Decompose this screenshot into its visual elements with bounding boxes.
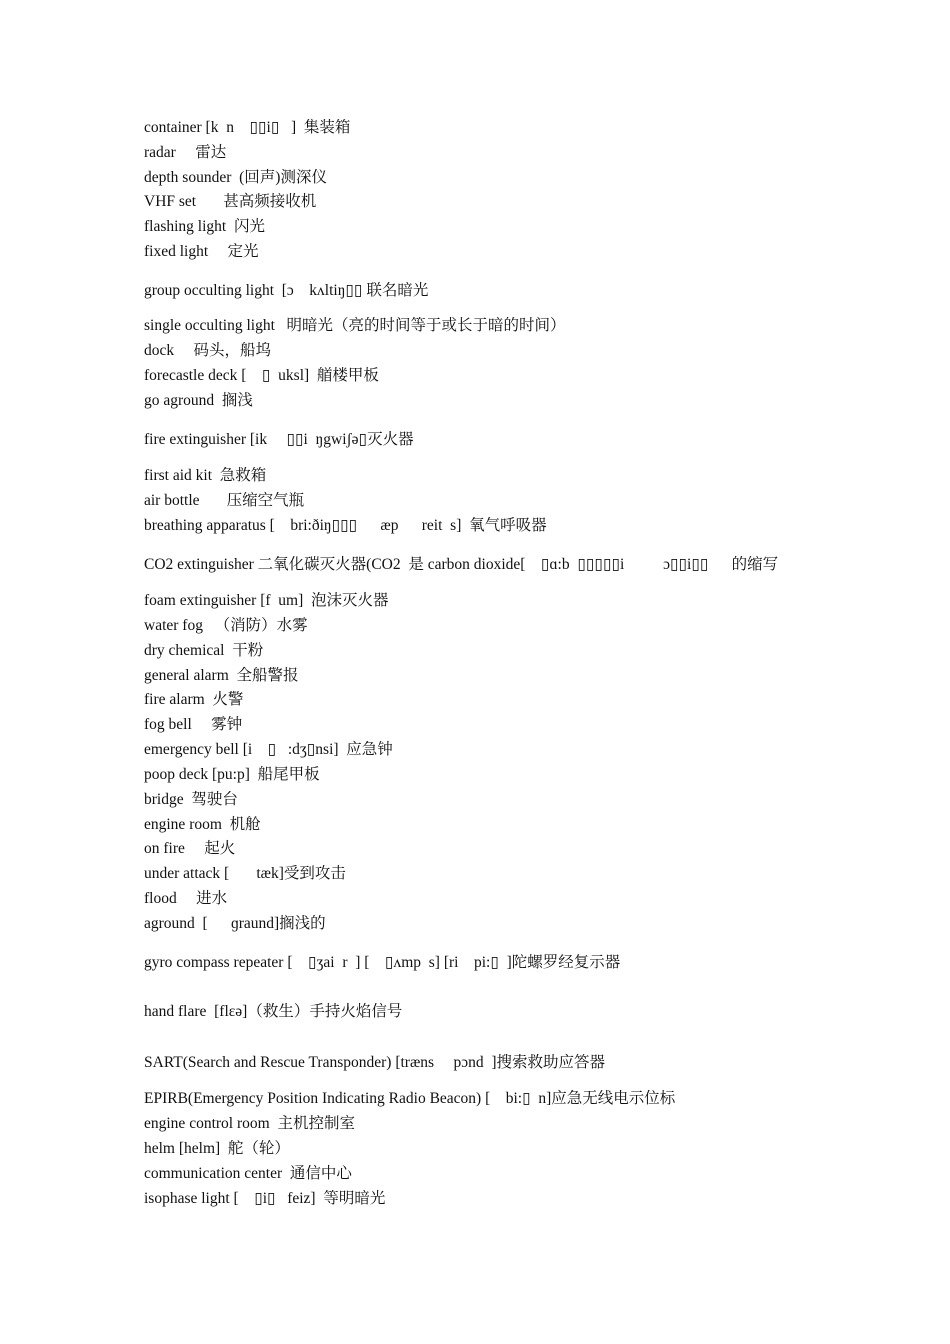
vocab-line-flood: flood 进水 (144, 890, 228, 907)
vocab-line-radar: radar 雷达 (144, 144, 227, 161)
vocab-line-water-fog: water fog （消防）水雾 (144, 617, 308, 634)
vocab-line-general-alarm: general alarm 全船警报 (144, 667, 299, 684)
vocab-line-group-occulting: group occulting light [ɔ kʌltiŋ▯▯ 联名暗光 (144, 282, 429, 299)
vocab-line-engine-room: engine room 机舱 (144, 816, 261, 833)
vocab-line-helm: helm [helm] 舵（轮） (144, 1140, 290, 1157)
vocab-line-go-aground: go aground 搁浅 (144, 392, 253, 409)
vocab-line-gyro-compass-repeater: gyro compass repeater [ ▯ʒai r ] [ ▯ʌmp s] [ri pi:▯ ]陀螺罗经复示器 (144, 954, 621, 971)
vocab-line-air-bottle: air bottle 压缩空气瓶 (144, 492, 305, 509)
vocab-line-under-attack: under attack [ tæk]受到攻击 (144, 865, 346, 882)
vocab-line-sart: SART(Search and Rescue Transponder) [træns pɔnd ]搜索救助应答器 (144, 1054, 605, 1071)
vocab-line-forecastle-deck: forecastle deck [ ▯ uksl] 艏楼甲板 (144, 367, 379, 384)
vocab-line-isophase-light: isophase light [ ▯i▯ feiz] 等明暗光 (144, 1190, 386, 1207)
vocab-line-vhf-set: VHF set 甚高频接收机 (144, 193, 317, 210)
vocab-line-single-occulting: single occulting light 明暗光（亮的时间等于或长于暗的时间） (144, 317, 566, 334)
vocab-line-aground: aground [ ɡraund]搁浅的 (144, 915, 326, 932)
vocab-line-bridge: bridge 驾驶台 (144, 791, 238, 808)
vocab-line-fire-alarm: fire alarm 火警 (144, 691, 244, 708)
vocab-line-fire-extinguisher: fire extinguisher [ik ▯▯i ŋgwiʃə▯灭火器 (144, 431, 414, 448)
vocab-line-fog-bell: fog bell 雾钟 (144, 716, 243, 733)
vocab-line-flashing-light: flashing light 闪光 (144, 218, 265, 235)
vocab-line-communication-center: communication center 通信中心 (144, 1165, 352, 1182)
vocab-line-dry-chemical: dry chemical 干粉 (144, 642, 264, 659)
vocab-line-epirb: EPIRB(Emergency Position Indicating Radio Beacon) [ bi:▯ n]应急无线电示位标 (144, 1090, 676, 1107)
vocab-line-foam-extinguisher: foam extinguisher [f um] 泡沫灭火器 (144, 592, 389, 609)
vocab-line-co2-extinguisher: CO2 extinguisher 二氧化碳灭火器(CO2 是 carbon dioxide[ ▯ɑ:b ▯▯▯▯▯i ɔ▯▯i▯▯ 的缩写 (144, 556, 779, 573)
vocab-line-dock: dock 码头，船坞 (144, 342, 272, 359)
vocab-line-depth-sounder: depth sounder (回声)测深仪 (144, 169, 327, 186)
vocab-line-container: container [k n ▯▯i▯ ] 集装箱 (144, 119, 351, 136)
vocab-line-poop-deck: poop deck [pu:p] 船尾甲板 (144, 766, 320, 783)
vocab-line-emergency-bell: emergency bell [i ▯ :dʒ▯nsi] 应急钟 (144, 741, 393, 758)
vocab-line-first-aid-kit: first aid kit 急救箱 (144, 467, 267, 484)
vocab-line-engine-control-room: engine control room 主机控制室 (144, 1115, 355, 1132)
vocab-line-on-fire: on fire 起火 (144, 840, 236, 857)
vocab-line-breathing-apparatus: breathing apparatus [ bri:ðiŋ▯▯▯ æp reit s] 氧气呼吸器 (144, 517, 547, 534)
vocab-line-hand-flare: hand flare [flɛə]（救生）手持火焰信号 (144, 1003, 403, 1020)
vocab-line-fixed-light: fixed light 定光 (144, 243, 259, 260)
